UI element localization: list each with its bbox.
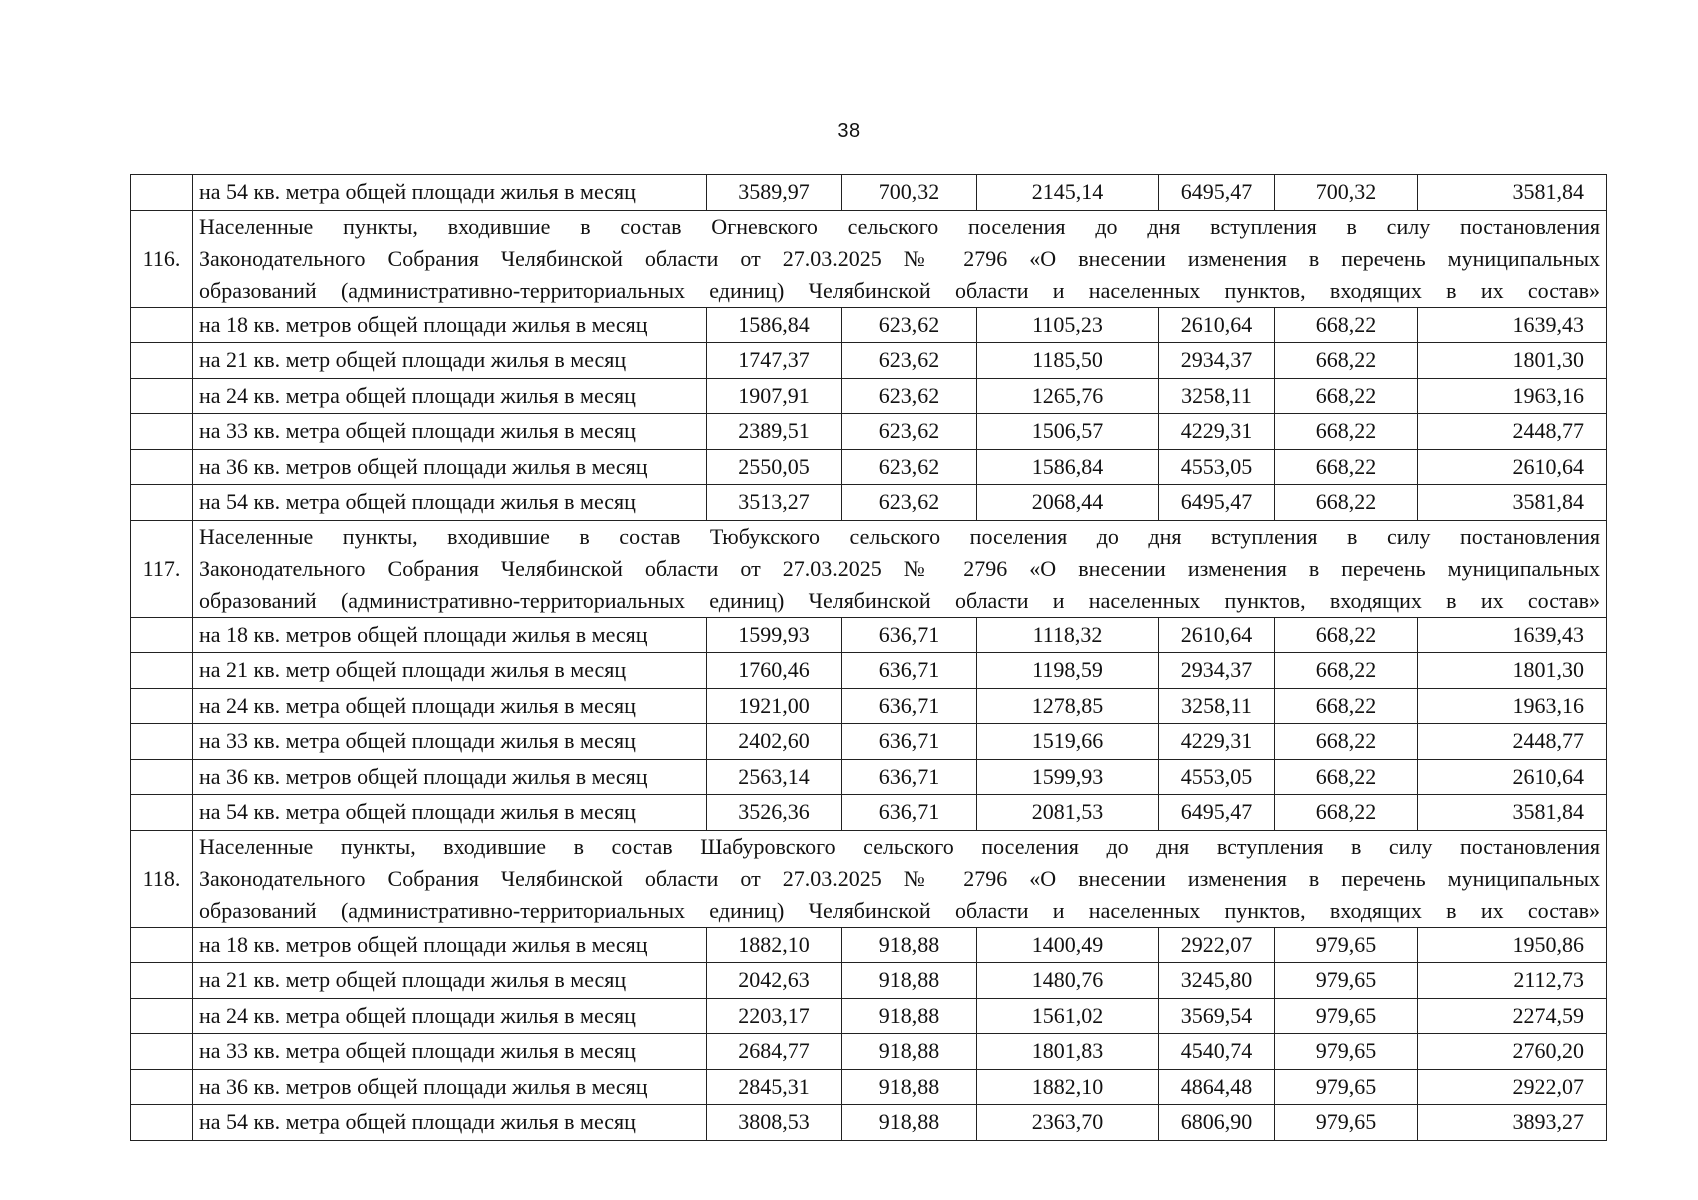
row-value: 2448,77 — [1418, 414, 1607, 450]
row-value: 1400,49 — [977, 927, 1159, 963]
table-row — [131, 485, 1607, 521]
row-value: 1882,10 — [707, 927, 842, 963]
row-value: 1278,85 — [977, 688, 1159, 724]
row-value: 918,88 — [842, 998, 977, 1034]
row-value: 4229,31 — [1159, 724, 1275, 760]
row-value: 3245,80 — [1159, 963, 1275, 999]
row-value: 636,71 — [842, 759, 977, 795]
row-value: 918,88 — [842, 1034, 977, 1070]
row-value: 636,71 — [842, 653, 977, 689]
section-title — [193, 520, 1607, 617]
row-value: 6495,47 — [1159, 485, 1275, 521]
table-body — [131, 175, 1607, 1141]
row-value: 1480,76 — [977, 963, 1159, 999]
row-label: на 33 кв. метра общей площади жилья в месяц — [193, 414, 707, 450]
row-value: 700,32 — [842, 175, 977, 211]
row-value: 3581,84 — [1418, 175, 1607, 211]
row-value: 2274,59 — [1418, 998, 1607, 1034]
row-value: 979,65 — [1275, 1034, 1418, 1070]
row-value: 1950,86 — [1418, 927, 1607, 963]
section-title-line: Законодательного Собрания Челябинской области от 27.03.2025 № 2796 «О внесении изменения в перечень муниципальных — [199, 555, 1600, 581]
table-row — [131, 343, 1607, 379]
row-value: 623,62 — [842, 485, 977, 521]
row-label: на 54 кв. метра общей площади жилья в месяц — [193, 485, 707, 521]
row-number-cell — [131, 449, 193, 485]
row-number-cell — [131, 343, 193, 379]
row-value: 623,62 — [842, 307, 977, 343]
row-value: 3581,84 — [1418, 485, 1607, 521]
row-value: 2068,44 — [977, 485, 1159, 521]
row-value: 668,22 — [1275, 653, 1418, 689]
row-value: 2610,64 — [1159, 307, 1275, 343]
row-number-cell — [131, 963, 193, 999]
row-label: на 24 кв. метра общей площади жилья в месяц — [193, 688, 707, 724]
row-value: 2145,14 — [977, 175, 1159, 211]
row-value: 623,62 — [842, 414, 977, 450]
row-value: 918,88 — [842, 927, 977, 963]
row-value: 1882,10 — [977, 1069, 1159, 1105]
section-title-line: образований (административно-территориальных единиц) Челябинской области и населенных пунктов, входящих в их состав» — [199, 587, 1600, 613]
row-value: 918,88 — [842, 1069, 977, 1105]
row-value: 3893,27 — [1418, 1105, 1607, 1141]
table-row — [131, 688, 1607, 724]
row-value: 668,22 — [1275, 795, 1418, 831]
row-value: 2922,07 — [1418, 1069, 1607, 1105]
row-value: 979,65 — [1275, 998, 1418, 1034]
row-value: 1801,30 — [1418, 343, 1607, 379]
row-value: 2112,73 — [1418, 963, 1607, 999]
row-value: 1586,84 — [707, 307, 842, 343]
section-title — [193, 210, 1607, 307]
section-number: 118. — [131, 830, 193, 927]
row-value: 3569,54 — [1159, 998, 1275, 1034]
row-number-cell — [131, 688, 193, 724]
row-value: 2563,14 — [707, 759, 842, 795]
row-value: 1265,76 — [977, 378, 1159, 414]
row-value: 6495,47 — [1159, 175, 1275, 211]
row-value: 1586,84 — [977, 449, 1159, 485]
row-number-cell — [131, 1069, 193, 1105]
section-number: 117. — [131, 520, 193, 617]
table-row — [131, 1069, 1607, 1105]
row-label: на 18 кв. метров общей площади жилья в месяц — [193, 617, 707, 653]
row-value: 668,22 — [1275, 414, 1418, 450]
row-value: 4553,05 — [1159, 449, 1275, 485]
row-value: 6495,47 — [1159, 795, 1275, 831]
row-label: на 24 кв. метра общей площади жилья в месяц — [193, 378, 707, 414]
row-label: на 33 кв. метра общей площади жилья в месяц — [193, 724, 707, 760]
row-value: 2042,63 — [707, 963, 842, 999]
table-row — [131, 378, 1607, 414]
section-title-line: образований (административно-территориальных единиц) Челябинской области и населенных пунктов, входящих в их состав» — [199, 277, 1600, 303]
row-value: 2610,64 — [1159, 617, 1275, 653]
row-label: на 36 кв. метров общей площади жилья в месяц — [193, 1069, 707, 1105]
section-title-line: Населенные пункты, входившие в состав Шабуровского сельского поселения до дня вступления в силу постановления — [199, 833, 1600, 859]
row-label: на 54 кв. метра общей площади жилья в месяц — [193, 795, 707, 831]
row-value: 3589,97 — [707, 175, 842, 211]
row-value: 2550,05 — [707, 449, 842, 485]
row-label: на 36 кв. метров общей площади жилья в месяц — [193, 759, 707, 795]
table-row — [131, 449, 1607, 485]
row-value: 700,32 — [1275, 175, 1418, 211]
row-value: 2845,31 — [707, 1069, 842, 1105]
row-value: 1561,02 — [977, 998, 1159, 1034]
row-number-cell — [131, 307, 193, 343]
section-header-row — [131, 830, 1607, 927]
row-value: 979,65 — [1275, 927, 1418, 963]
row-value: 918,88 — [842, 1105, 977, 1141]
row-value: 623,62 — [842, 378, 977, 414]
row-number-cell — [131, 998, 193, 1034]
row-value: 623,62 — [842, 343, 977, 379]
row-value: 668,22 — [1275, 449, 1418, 485]
table-row — [131, 1034, 1607, 1070]
row-number-cell — [131, 378, 193, 414]
row-value: 1639,43 — [1418, 307, 1607, 343]
row-value: 1760,46 — [707, 653, 842, 689]
row-value: 1185,50 — [977, 343, 1159, 379]
row-label: на 33 кв. метра общей площади жилья в месяц — [193, 1034, 707, 1070]
row-number-cell — [131, 485, 193, 521]
row-value: 2760,20 — [1418, 1034, 1607, 1070]
row-value: 636,71 — [842, 724, 977, 760]
table-row — [131, 617, 1607, 653]
section-header-row — [131, 520, 1607, 617]
row-label: на 24 кв. метра общей площади жилья в месяц — [193, 998, 707, 1034]
table-row — [131, 307, 1607, 343]
row-value: 3581,84 — [1418, 795, 1607, 831]
table-row — [131, 998, 1607, 1034]
row-number-cell — [131, 653, 193, 689]
row-value: 4553,05 — [1159, 759, 1275, 795]
row-value: 1963,16 — [1418, 378, 1607, 414]
page-number: 38 — [837, 120, 861, 142]
row-value: 636,71 — [842, 617, 977, 653]
row-value: 668,22 — [1275, 485, 1418, 521]
row-value: 4229,31 — [1159, 414, 1275, 450]
row-value: 2610,64 — [1418, 449, 1607, 485]
table-row — [131, 759, 1607, 795]
row-value: 1921,00 — [707, 688, 842, 724]
row-value: 3258,11 — [1159, 688, 1275, 724]
row-value: 668,22 — [1275, 688, 1418, 724]
row-value: 2402,60 — [707, 724, 842, 760]
row-value: 623,62 — [842, 449, 977, 485]
row-value: 636,71 — [842, 688, 977, 724]
row-label: на 54 кв. метра общей площади жилья в месяц — [193, 1105, 707, 1141]
row-value: 668,22 — [1275, 307, 1418, 343]
row-value: 2922,07 — [1159, 927, 1275, 963]
row-label: на 54 кв. метра общей площади жилья в месяц — [193, 175, 707, 211]
row-value: 3258,11 — [1159, 378, 1275, 414]
row-value: 1118,32 — [977, 617, 1159, 653]
table-row — [131, 927, 1607, 963]
row-value: 2934,37 — [1159, 343, 1275, 379]
section-title-line: Законодательного Собрания Челябинской области от 27.03.2025 № 2796 «О внесении изменения в перечень муниципальных — [199, 865, 1600, 891]
table-row — [131, 724, 1607, 760]
table-row — [131, 795, 1607, 831]
section-title-line: Законодательного Собрания Челябинской области от 27.03.2025 № 2796 «О внесении изменения в перечень муниципальных — [199, 245, 1600, 271]
row-value: 1963,16 — [1418, 688, 1607, 724]
row-label: на 21 кв. метр общей площади жилья в месяц — [193, 343, 707, 379]
row-value: 918,88 — [842, 963, 977, 999]
row-label: на 18 кв. метров общей площади жилья в месяц — [193, 927, 707, 963]
row-value: 1105,23 — [977, 307, 1159, 343]
row-number-cell — [131, 795, 193, 831]
row-label: на 21 кв. метр общей площади жилья в месяц — [193, 653, 707, 689]
table-row — [131, 175, 1607, 211]
row-value: 1599,93 — [977, 759, 1159, 795]
row-value: 2389,51 — [707, 414, 842, 450]
row-value: 636,71 — [842, 795, 977, 831]
row-value: 1639,43 — [1418, 617, 1607, 653]
row-value: 1506,57 — [977, 414, 1159, 450]
row-value: 1907,91 — [707, 378, 842, 414]
row-value: 2203,17 — [707, 998, 842, 1034]
row-value: 1599,93 — [707, 617, 842, 653]
row-value: 1801,83 — [977, 1034, 1159, 1070]
row-value: 3808,53 — [707, 1105, 842, 1141]
table-row — [131, 653, 1607, 689]
tariff-table — [130, 174, 1607, 1141]
row-value: 1801,30 — [1418, 653, 1607, 689]
row-number-cell — [131, 1034, 193, 1070]
row-value: 2610,64 — [1418, 759, 1607, 795]
section-number: 116. — [131, 210, 193, 307]
row-value: 3513,27 — [707, 485, 842, 521]
row-value: 1747,37 — [707, 343, 842, 379]
row-value: 668,22 — [1275, 617, 1418, 653]
row-value: 2934,37 — [1159, 653, 1275, 689]
row-number-cell — [131, 1105, 193, 1141]
row-value: 2363,70 — [977, 1105, 1159, 1141]
section-header-row — [131, 210, 1607, 307]
row-number-cell — [131, 617, 193, 653]
row-label: на 21 кв. метр общей площади жилья в месяц — [193, 963, 707, 999]
row-value: 4864,48 — [1159, 1069, 1275, 1105]
row-value: 979,65 — [1275, 963, 1418, 999]
row-value: 979,65 — [1275, 1069, 1418, 1105]
row-label: на 18 кв. метров общей площади жилья в месяц — [193, 307, 707, 343]
row-value: 6806,90 — [1159, 1105, 1275, 1141]
section-title-line: Населенные пункты, входившие в состав Тюбукского сельского поселения до дня вступления в силу постановления — [199, 523, 1600, 549]
row-value: 668,22 — [1275, 343, 1418, 379]
row-value: 979,65 — [1275, 1105, 1418, 1141]
row-value: 668,22 — [1275, 378, 1418, 414]
row-value: 1519,66 — [977, 724, 1159, 760]
table-row — [131, 1105, 1607, 1141]
table-row — [131, 963, 1607, 999]
table-row — [131, 414, 1607, 450]
row-value: 3526,36 — [707, 795, 842, 831]
section-title-line: образований (административно-территориальных единиц) Челябинской области и населенных пунктов, входящих в их состав» — [199, 897, 1600, 923]
row-value: 2684,77 — [707, 1034, 842, 1070]
row-value: 668,22 — [1275, 759, 1418, 795]
section-title-line: Населенные пункты, входившие в состав Огневского сельского поселения до дня вступления в силу постановления — [199, 213, 1600, 239]
row-label: на 36 кв. метров общей площади жилья в месяц — [193, 449, 707, 485]
row-value: 2081,53 — [977, 795, 1159, 831]
row-number-cell — [131, 175, 193, 211]
row-number-cell — [131, 724, 193, 760]
row-number-cell — [131, 759, 193, 795]
row-value: 4540,74 — [1159, 1034, 1275, 1070]
row-value: 1198,59 — [977, 653, 1159, 689]
row-value: 2448,77 — [1418, 724, 1607, 760]
section-title — [193, 830, 1607, 927]
row-number-cell — [131, 414, 193, 450]
row-value: 668,22 — [1275, 724, 1418, 760]
row-number-cell — [131, 927, 193, 963]
